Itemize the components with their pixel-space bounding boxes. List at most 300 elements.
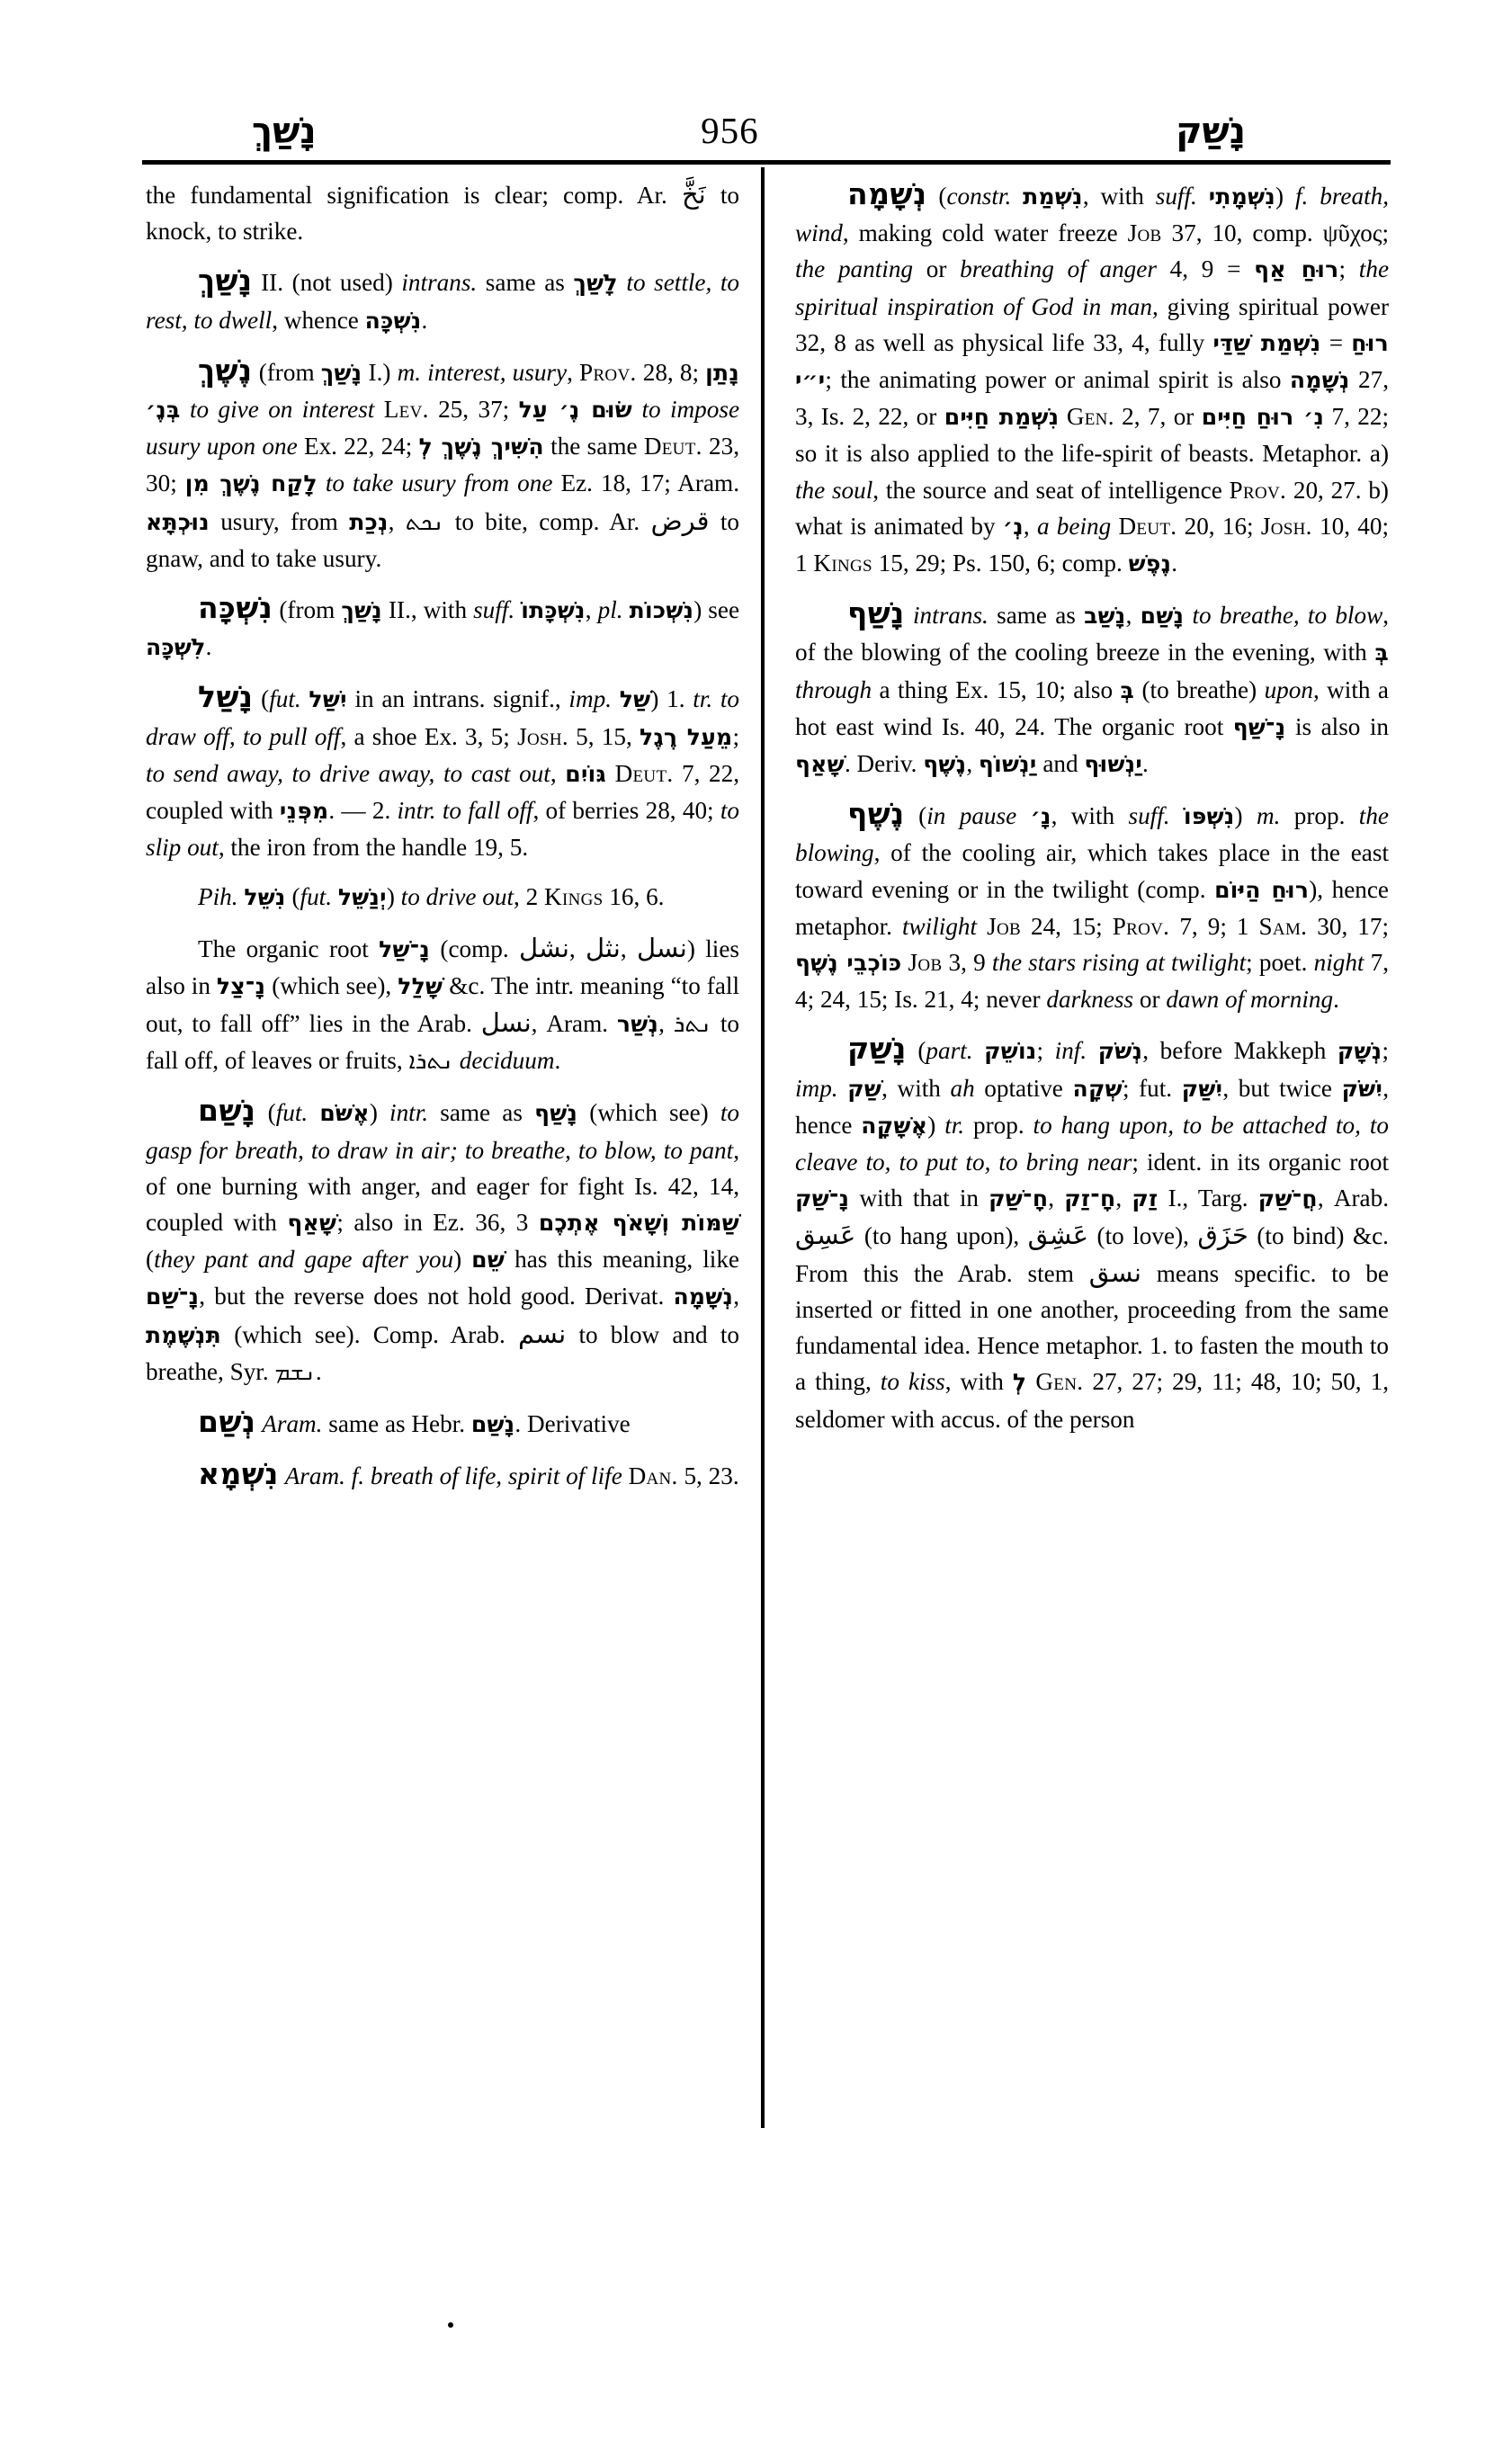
- arabic-word: نسل: [480, 1007, 532, 1039]
- hebrew-word: נְשָׁמָה: [1289, 367, 1350, 394]
- entry-text-italic: intrans.: [913, 602, 989, 630]
- hebrew-word: שַׁק: [847, 1075, 882, 1102]
- hebrew-word: אֶשֹּׁם: [319, 1100, 370, 1127]
- dictionary-entry: [146, 590, 739, 666]
- entry-text-italic: the blowing: [795, 802, 1389, 867]
- hebrew-headword: נָשַׁךְ: [198, 263, 253, 299]
- entry-text-italic: imp.: [568, 685, 612, 713]
- entry-text-italic: Pih.: [198, 883, 238, 911]
- entry-text: ): [927, 1111, 945, 1139]
- hebrew-word: נָ־שַׁק: [795, 1185, 850, 1212]
- entry-text: 5, 23.: [677, 1462, 739, 1490]
- hebrew-word: נִשְׁכָּתוֹ: [521, 597, 586, 624]
- hebrew-word: גּוֹיִם: [565, 760, 606, 787]
- entry-text: 20, 16;: [1176, 512, 1261, 540]
- entry-text: ,: [966, 750, 979, 778]
- entry-text: . — 2.: [328, 797, 398, 825]
- hebrew-word: הִשִּׁיךְ נֶשֶׁךְ לְ: [418, 434, 544, 460]
- entry-text-italic: tr. to draw off, to pull off: [146, 685, 739, 750]
- arabic-word: قرض: [650, 505, 710, 536]
- bible-reference: Prov.: [1112, 912, 1170, 940]
- hebrew-headword: נְשָׁמָה: [847, 176, 927, 211]
- entry-text: ) 1.: [650, 685, 693, 713]
- entry-text: [838, 1075, 848, 1102]
- entry-text: 27, 3, Is. 2, 22, or: [795, 366, 1389, 431]
- entry-text: , Arab.: [1317, 1185, 1389, 1212]
- hebrew-word: יִשַּׁל: [309, 686, 347, 713]
- entry-text-italic: fut.: [300, 883, 333, 911]
- entry-text: ;: [1382, 1037, 1389, 1065]
- entry-text: II., with: [381, 596, 474, 624]
- entry-text: ; also in Ez. 36, 3: [336, 1209, 539, 1237]
- hebrew-word: נִשְׁמָתִי: [1208, 183, 1276, 210]
- entry-text: ; poet.: [1246, 949, 1314, 977]
- hebrew-word: שַׁמּוֹת וְשָׁאֹף אֶתְכֶם: [538, 1210, 739, 1237]
- entry-text: 10, 40; 1: [795, 512, 1390, 577]
- entry-text: [1011, 183, 1023, 210]
- dictionary-entry: [146, 1093, 739, 1390]
- entry-text: ) lies also in: [146, 934, 739, 999]
- entry-text: 16, 6.: [603, 883, 665, 911]
- hebrew-headword: נִשְׁמָא: [198, 1456, 279, 1492]
- arabic-word: عَشِق: [1027, 1220, 1089, 1251]
- entry-text: .: [421, 306, 428, 334]
- entry-text-italic: deciduum: [459, 1047, 555, 1075]
- entry-text-italic: intr.: [389, 1099, 429, 1127]
- entry-text: ), hence metaphor.: [795, 875, 1389, 940]
- hebrew-word: שֵׁם: [471, 1247, 505, 1274]
- header-rule: [142, 160, 1391, 165]
- entry-text: .: [1333, 986, 1339, 1014]
- hebrew-word: חָ־שַׁק: [989, 1185, 1049, 1212]
- syriac-word: ܢܬܪܐ: [408, 1048, 453, 1076]
- entry-text: &c. The intr. meaning “to fall out, to fall off” lies in the Arab.: [146, 971, 739, 1038]
- entry-text: (which see): [577, 1099, 720, 1127]
- entry-text: ) see: [693, 596, 740, 624]
- entry-text: [1087, 1037, 1098, 1064]
- entry-text: in an intrans. signif.,: [346, 685, 569, 713]
- entry-text-italic: a being: [1036, 512, 1112, 540]
- hebrew-word: נִשְׁמַת: [1023, 183, 1083, 210]
- entry-text: ): [1275, 183, 1295, 210]
- hebrew-word: נִשְׁמַת חַיִּים: [944, 404, 1060, 431]
- entry-text: [1059, 403, 1066, 430]
- hebrew-word: לִשְׁכָּה: [146, 634, 206, 661]
- entry-text: ,: [550, 759, 566, 787]
- hebrew-word: מִפְּנֵי: [279, 798, 329, 825]
- hebrew-word: נָ־שַׁם: [146, 1283, 200, 1310]
- hebrew-headword: נָשַׁף: [847, 595, 905, 631]
- hebrew-word: בְּ: [1120, 676, 1135, 703]
- bible-reference: Josh.: [517, 722, 568, 750]
- hebrew-word: שָׁאַף: [287, 1210, 337, 1237]
- hebrew-word: נִשְׁמַת שַׁדַּי: [1212, 329, 1321, 356]
- entry-text: ,: [567, 358, 580, 386]
- entry-text: , whence: [272, 306, 365, 334]
- entry-text: , of one burning with anger, and eager for fight Is. 42, 14, coupled with: [146, 1136, 739, 1237]
- hebrew-word: יַנְשׁוֹף: [978, 751, 1037, 778]
- running-head: [144, 86, 1385, 152]
- dictionary-entry: [795, 796, 1389, 1017]
- hebrew-word: מֵעַל רֶגֶל: [640, 723, 733, 750]
- entry-text: 7, 22, coupled with: [146, 759, 740, 825]
- arabic-word: نشل: [518, 932, 569, 963]
- entry-text: or: [913, 255, 961, 283]
- hebrew-word: יַנְשׁוּף: [1084, 751, 1142, 778]
- entry-text-italic: to breathe, to blow: [1192, 602, 1383, 630]
- hebrew-headword: נֶשֶׁף: [847, 796, 905, 832]
- greek-word: ψῦχος: [1322, 219, 1382, 247]
- entry-text-italic: m. interest, usury: [397, 358, 568, 386]
- entry-text-italic: part.: [926, 1037, 973, 1065]
- entry-text: (to love),: [1088, 1222, 1198, 1250]
- dictionary-entry: [146, 930, 739, 1080]
- entry-text: means specific. to be inserted or fitted in one another, proceeding from the same fundamental idea. Hence metaphor. 1. to fasten the mouth to a thing,: [795, 1259, 1389, 1396]
- bible-reference: Prov.: [579, 358, 637, 386]
- hebrew-word: חֲ־שַׁק: [1257, 1185, 1318, 1212]
- hebrew-word: נָ׳: [1030, 803, 1051, 830]
- bible-reference: Job: [987, 912, 1021, 940]
- arabic-word: نسم: [518, 1318, 567, 1349]
- entry-text: prop.: [964, 1111, 1033, 1139]
- entry-text: .: [205, 633, 212, 661]
- entry-text: 7, 9; 1: [1169, 912, 1259, 940]
- entry-text: .: [1142, 750, 1149, 778]
- entry-text-italic: through: [795, 675, 872, 703]
- hebrew-word: בְּ: [1374, 639, 1389, 666]
- hebrew-headword: נְשַׁם: [198, 1404, 256, 1440]
- entry-text-italic: Aram.: [262, 1410, 323, 1438]
- entry-text: , hence: [795, 1074, 1390, 1139]
- hebrew-word: נְ׳: [1002, 513, 1024, 540]
- entry-text-italic: pl.: [597, 596, 623, 624]
- entry-text: , with: [1082, 183, 1156, 210]
- entry-text-italic: they pant and gape after you: [154, 1246, 454, 1274]
- bible-reference: Lev.: [383, 396, 429, 424]
- entry-text: [1170, 802, 1184, 829]
- dictionary-entry: [146, 679, 739, 865]
- hebrew-headword: נָשַׁל: [198, 679, 254, 715]
- hebrew-word: שׂוּם נֶ׳ עַל: [518, 397, 633, 424]
- dictionary-entry: [795, 595, 1389, 782]
- entry-text: ,: [733, 1283, 739, 1310]
- syriac-word: ܢܫܡ: [274, 1358, 316, 1386]
- entry-text: [622, 1462, 629, 1489]
- entry-text-italic: to slip out: [146, 797, 740, 862]
- entry-text-italic: the panting: [795, 255, 914, 283]
- entry-text: to blow and to breathe, Syr.: [146, 1320, 739, 1385]
- entry-text: Ez. 18, 17; Aram.: [552, 469, 739, 497]
- entry-text: (: [906, 1037, 926, 1065]
- hebrew-word: נָשַׁךְ: [341, 597, 382, 624]
- entry-text-italic: darkness: [1046, 986, 1134, 1014]
- hebrew-word: נָשַׁב: [1084, 603, 1126, 630]
- entry-text-italic: inf.: [1054, 1037, 1087, 1065]
- entry-text: , the source and seat of intelligence: [872, 476, 1230, 504]
- entry-text: ,: [1023, 512, 1037, 540]
- entry-text: 30, 17;: [1307, 912, 1389, 940]
- entry-text: (from: [273, 596, 342, 624]
- arabic-word: حَزَق: [1197, 1220, 1248, 1251]
- hebrew-word: נֶפֶשׁ: [1128, 550, 1172, 577]
- hebrew-headword: נִשְׁכָּה: [198, 590, 273, 626]
- entry-text: 5, 15,: [568, 722, 640, 750]
- dictionary-entry: [146, 879, 739, 916]
- hebrew-word: יִשַּׁק: [1181, 1075, 1223, 1102]
- entry-text-italic: to take usury from one: [317, 469, 553, 497]
- entry-text-italic: to give on interest: [180, 396, 375, 424]
- entry-text: [901, 949, 908, 976]
- entry-text: [977, 913, 987, 940]
- entry-text: ; ident. in its organic root: [1132, 1149, 1390, 1176]
- hebrew-word: חָ־זַק: [1064, 1185, 1116, 1212]
- entry-text: [453, 1047, 460, 1074]
- entry-text: ;: [1382, 219, 1390, 247]
- entry-text-italic: intr. to fall off: [397, 797, 533, 825]
- hebrew-word: נְשַׁר: [616, 1011, 659, 1038]
- entry-text: [1197, 183, 1209, 210]
- entry-text-italic: the spiritual inspiration of God in man: [795, 255, 1390, 320]
- entry-text: has this meaning, like: [505, 1246, 739, 1274]
- entry-text: [279, 1462, 285, 1489]
- entry-text: ): [453, 1246, 472, 1274]
- entry-text: [374, 396, 383, 423]
- entry-text-italic: fut.: [269, 685, 301, 713]
- entry-text: ,: [388, 507, 406, 535]
- entry-text: ,: [585, 596, 598, 624]
- entry-text: (which see),: [265, 971, 398, 999]
- entry-text: II. (not used): [252, 269, 402, 297]
- entry-text: , but twice: [1222, 1074, 1342, 1102]
- entry-text: [606, 760, 615, 787]
- hebrew-word: נִ׳ רוּחַ חַיִּים: [1201, 404, 1325, 431]
- entry-text: (: [253, 685, 270, 713]
- hebrew-word: יִשֹּׁק: [1341, 1075, 1383, 1102]
- entry-text: 4, 9 =: [1156, 255, 1255, 283]
- hebrew-word: נְשָׁק: [1337, 1038, 1382, 1065]
- entry-text: optative: [974, 1074, 1073, 1102]
- entry-text: , a shoe Ex. 3, 5;: [340, 722, 518, 750]
- bible-reference: Dan.: [628, 1462, 678, 1490]
- entry-text: , 2: [514, 883, 545, 911]
- bible-reference: Job: [908, 949, 943, 977]
- bible-reference: Kings: [544, 883, 604, 911]
- hebrew-word: נָ־שַׁף: [1232, 713, 1286, 740]
- bible-reference: Deut.: [614, 759, 674, 787]
- entry-text-italic: twilight: [901, 912, 978, 940]
- entry-text: prop.: [1280, 802, 1359, 830]
- entry-text: 27, 27; 29, 11; 48, 10; 50, 1, seldomer with accus. of the person: [795, 1368, 1390, 1433]
- entry-text: with that in: [849, 1185, 989, 1212]
- entry-text: (from: [252, 358, 321, 386]
- dictionary-entry: [146, 353, 739, 577]
- entry-text: ; fut.: [1122, 1074, 1182, 1102]
- dictionary-entry: [795, 1031, 1389, 1436]
- entry-text: same as: [988, 602, 1085, 630]
- hebrew-word: שָׁאַף: [795, 751, 845, 778]
- entry-text: (to breathe): [1134, 675, 1265, 703]
- entry-text: The organic root: [198, 934, 380, 962]
- entry-text: 2, 7, or: [1114, 403, 1202, 431]
- bible-reference: Deut.: [643, 433, 702, 460]
- entry-text-italic: breathing of anger: [960, 255, 1157, 283]
- entry-text: , with: [881, 1074, 951, 1102]
- hebrew-word: נִשְׁפּוֹ: [1183, 803, 1235, 830]
- hebrew-word: רוּחַ אַף: [1254, 256, 1339, 283]
- entry-text: to gnaw, and to take usury.: [146, 507, 740, 572]
- dictionary-entry: [146, 263, 739, 338]
- hebrew-word: יְנַשֵּׁל: [337, 884, 387, 911]
- entry-text: 20, 27. b) what is animated by: [795, 476, 1389, 540]
- hebrew-word: נָשַׁם: [1140, 603, 1185, 630]
- entry-text: is also in: [1285, 712, 1389, 740]
- hebrew-word: נָשַׁךְ: [320, 359, 362, 386]
- entry-text: to fall off, of leaves or fruits,: [146, 1010, 740, 1075]
- arabic-word: عَسِق: [795, 1220, 856, 1251]
- entry-text: , of the blowing of the cooling breeze in the evening, with: [795, 602, 1390, 666]
- entry-text: , with: [944, 1368, 1013, 1396]
- entry-text: .: [1171, 550, 1178, 577]
- right-text-column: [795, 176, 1389, 1437]
- entry-text-italic: night: [1313, 949, 1364, 977]
- bible-reference: Prov.: [1229, 476, 1287, 504]
- entry-text: (comp.: [430, 934, 519, 962]
- entry-text: same as: [428, 1099, 535, 1127]
- entry-text: ): [386, 883, 401, 911]
- hebrew-word: שַׁל: [619, 686, 651, 713]
- page-footer-mark: [448, 2322, 453, 2328]
- hebrew-word: נָ־שַׁל: [379, 935, 431, 962]
- hebrew-word: נִשְׁכָּה: [364, 307, 422, 334]
- hebrew-word: נְשֹׁק: [1097, 1038, 1143, 1065]
- entry-text: ): [1234, 802, 1257, 830]
- hebrew-word: שָׁלַל: [398, 972, 443, 999]
- entry-text: [623, 596, 630, 623]
- entry-text: Ex. 22, 24;: [297, 433, 419, 460]
- entry-text: the same: [543, 433, 644, 460]
- entry-text: , of berries 28, 40;: [532, 797, 720, 825]
- hebrew-word: נָשַׁם: [470, 1411, 515, 1438]
- hebrew-word: אֶשָּׁקָה: [861, 1112, 928, 1139]
- hebrew-word: תִּנְשֶׁמֶת: [146, 1321, 222, 1348]
- syriac-word: ܢܬܪ: [673, 1011, 712, 1039]
- hebrew-headword: נֶשֶׁךְ: [198, 352, 253, 388]
- entry-text: [973, 1037, 985, 1064]
- running-head-right-lemma: נָשַׁק: [1176, 111, 1246, 152]
- entry-text-italic: to gasp for breath, to draw in air; to breathe, to blow, to pant: [146, 1099, 740, 1164]
- hebrew-word: רוּחַ י״י: [795, 329, 1389, 394]
- entry-text: ; the animating power or animal spirit is also: [825, 366, 1290, 394]
- bible-reference: Deut.: [1118, 512, 1177, 540]
- hebrew-word: נָתַן בְּנֶ׳: [146, 359, 740, 424]
- entry-text: to bite, comp. Ar.: [443, 507, 651, 535]
- syriac-word: ܢܟܬ: [405, 508, 444, 536]
- entry-text-italic: intrans.: [401, 269, 478, 297]
- entry-text-italic: suff.: [1155, 183, 1197, 210]
- hebrew-word: נֶשֶׁף: [923, 751, 967, 778]
- entry-text: ,: [568, 934, 586, 962]
- hebrew-word: נוּכְתָּא: [146, 508, 210, 535]
- entry-text: the fundamental signification is clear; comp. Ar.: [146, 182, 682, 209]
- hebrew-word: שְׁקָה: [1072, 1075, 1123, 1102]
- entry-text: , but the reverse does not hold good. Derivat.: [199, 1283, 674, 1310]
- entry-text-italic: to send away, to drive away, to cast out: [146, 759, 550, 787]
- entry-text-italic: tr.: [944, 1111, 965, 1139]
- entry-text: (to hang upon),: [855, 1222, 1028, 1250]
- entry-text-italic: m.: [1256, 802, 1281, 830]
- bible-reference: Gen.: [1035, 1368, 1084, 1396]
- bible-reference: Job: [1127, 219, 1162, 247]
- entry-text: =: [1320, 328, 1352, 356]
- entry-text-italic: upon: [1264, 675, 1313, 703]
- entry-text-italic: to hang upon, to be attached to, to cleave to, to put to, to bring near: [795, 1111, 1389, 1176]
- hebrew-word: נָשַׁף: [534, 1100, 578, 1127]
- entry-text: , with a hot east wind Is. 40, 24. The organic root: [795, 675, 1389, 740]
- entry-text: . Deriv.: [844, 750, 924, 778]
- dictionary-entry: [795, 176, 1389, 582]
- hebrew-word: רוּחַ הַיּוֹם: [1214, 876, 1310, 903]
- entry-text: ,: [1125, 602, 1141, 630]
- entry-text: [612, 685, 620, 712]
- entry-text-italic: fut.: [275, 1099, 309, 1127]
- hebrew-word: כּוֹכְבֵי נֶשֶׁף: [795, 950, 902, 977]
- bible-reference: Kings: [813, 550, 872, 577]
- arabic-word: نثل: [586, 932, 621, 963]
- entry-text: [1016, 802, 1030, 829]
- hebrew-word: נִשְׁכוֹת: [629, 597, 694, 624]
- entry-text-italic: f. breath, wind: [795, 183, 1390, 247]
- entry-text-italic: the stars rising at twilight: [991, 949, 1247, 977]
- column-divider-rule: [761, 167, 765, 2128]
- entry-text: , of the cooling air, which takes place in the east toward evening or in the twilight (comp.: [795, 839, 1389, 903]
- entry-text: and: [1036, 750, 1085, 778]
- hebrew-word: לָשַׁךְ: [573, 270, 618, 297]
- arabic-word: نَخَّ: [681, 179, 706, 210]
- entry-text-italic: suff.: [473, 596, 515, 624]
- entry-text: 24, 15;: [1020, 912, 1113, 940]
- entry-text: . Derivative: [514, 1410, 631, 1438]
- entry-text: I.): [362, 358, 398, 386]
- entry-text-italic: to drive out: [400, 883, 514, 911]
- entry-text-italic: to impose usury upon one: [146, 396, 740, 460]
- entry-text: I., Targ.: [1158, 1185, 1258, 1212]
- entry-text: ,: [658, 1010, 674, 1038]
- entry-text: 25, 37;: [428, 396, 519, 424]
- entry-text: [905, 602, 913, 629]
- entry-text: (: [146, 1246, 155, 1274]
- arabic-word: نسل: [636, 932, 687, 963]
- entry-text: , before Makkeph: [1142, 1037, 1338, 1065]
- entry-text: 15, 29; Ps. 150, 6; comp.: [872, 550, 1129, 577]
- entry-text: or: [1133, 986, 1167, 1014]
- entry-text-italic: dawn of morning: [1166, 986, 1334, 1014]
- entry-text: 37, 10, comp.: [1161, 219, 1323, 247]
- entry-text: 3, 9: [942, 949, 992, 977]
- entry-text: (to bind) &c. From this the Arab. stem: [795, 1222, 1389, 1287]
- entry-text-italic: imp.: [795, 1074, 838, 1102]
- entry-text: [308, 1099, 319, 1126]
- entry-text: (: [926, 183, 947, 210]
- entry-text: (: [255, 1099, 276, 1127]
- entry-text: , making cold water freeze: [842, 219, 1128, 247]
- entry-text: , with: [1051, 802, 1129, 830]
- left-text-column: [146, 176, 739, 1495]
- entry-text: [332, 883, 338, 910]
- entry-text: ,: [1115, 1185, 1132, 1212]
- page-number: 956: [701, 110, 759, 151]
- hebrew-word: נָ־צַל: [216, 972, 266, 999]
- entry-text: same as: [477, 269, 574, 297]
